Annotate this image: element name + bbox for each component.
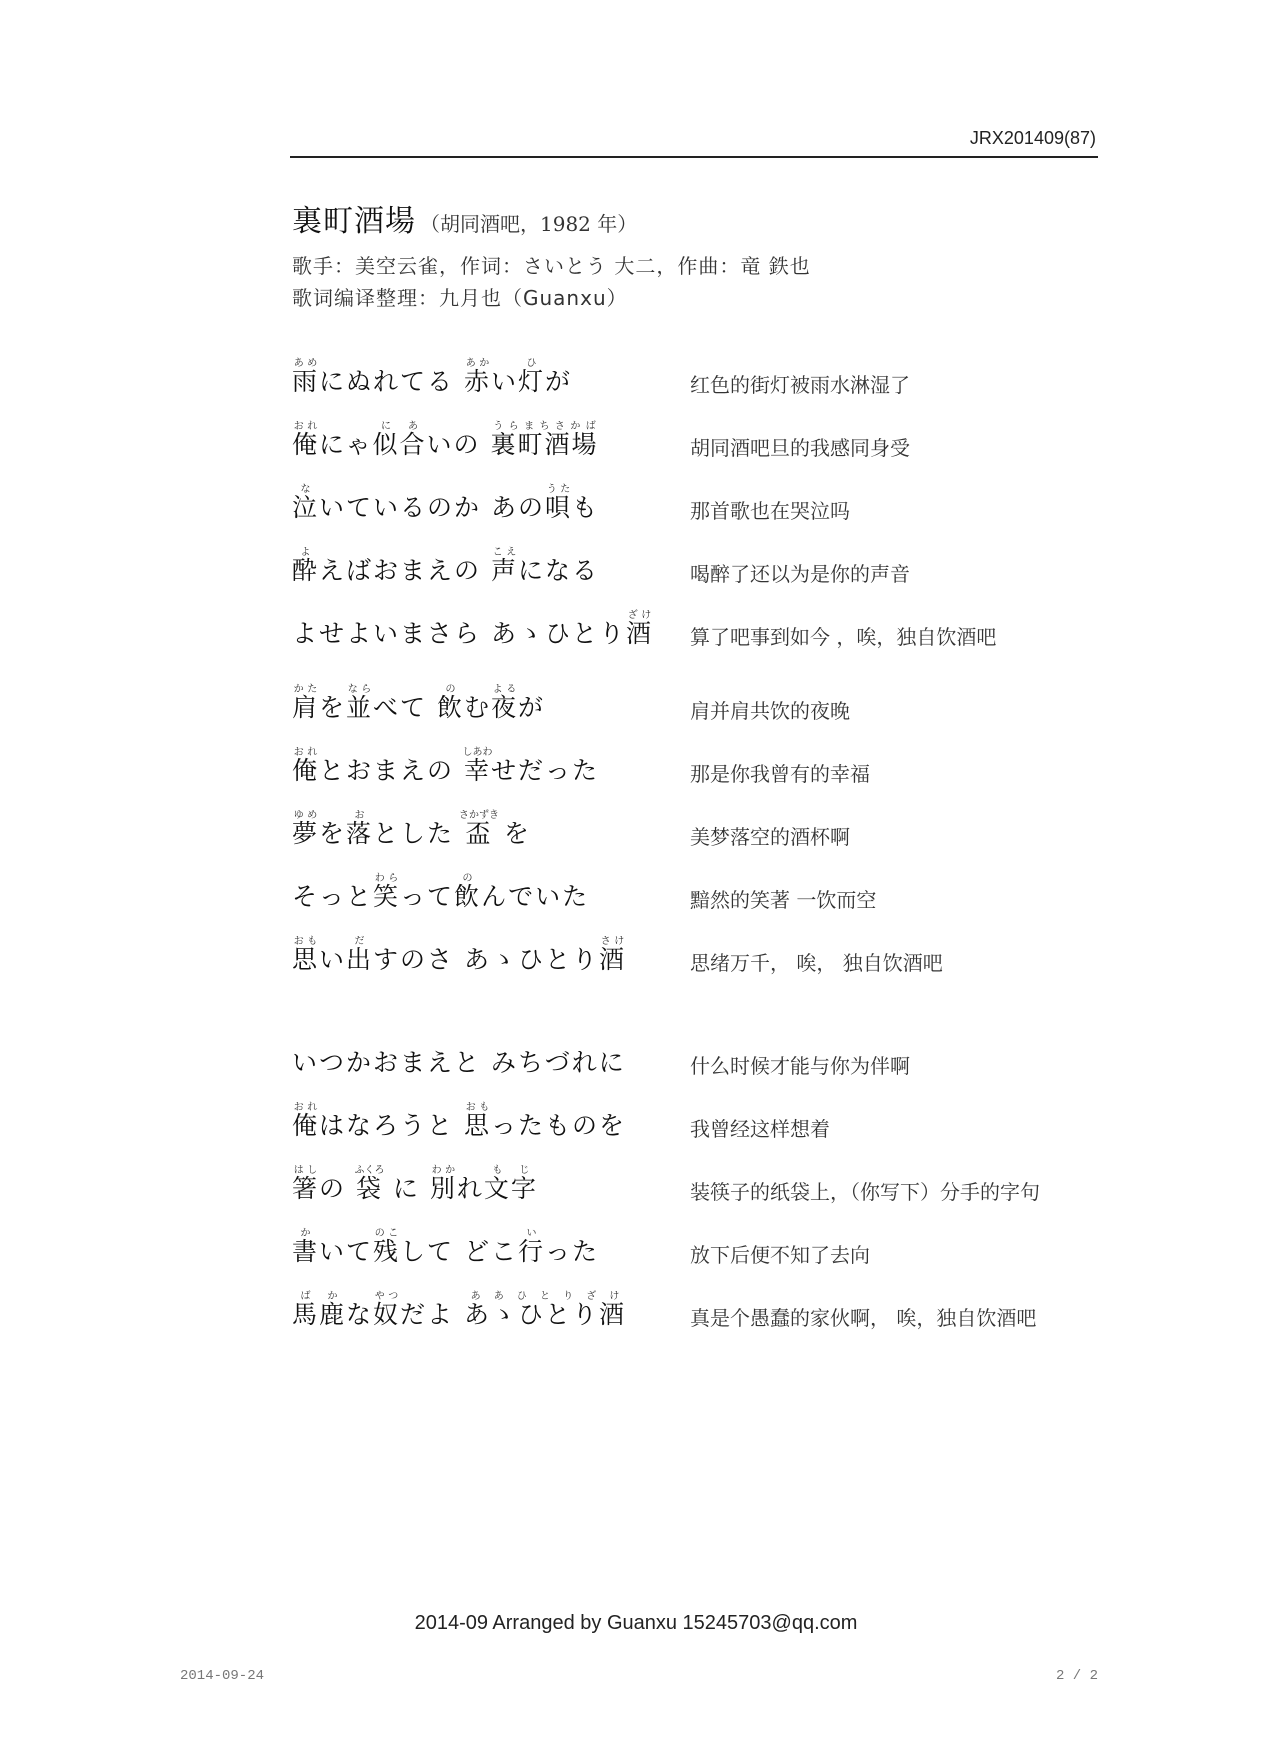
kanji-text: 飲 bbox=[454, 882, 482, 911]
kana-text: の bbox=[319, 1174, 356, 1203]
kanji-text: 酒 bbox=[599, 945, 627, 974]
lyric-japanese bbox=[292, 421, 599, 461]
kana-text: も bbox=[571, 493, 599, 522]
kana-text: い bbox=[490, 367, 518, 396]
kanji-text: 唄 bbox=[544, 493, 572, 522]
lyric-line bbox=[0, 600, 1272, 656]
kana-text: とおまえの bbox=[319, 756, 464, 785]
kana-text: にゃ bbox=[319, 430, 373, 459]
kanji-text: 肩 bbox=[292, 693, 320, 722]
furigana-word bbox=[354, 1165, 385, 1203]
kanji-text: 笑 bbox=[373, 882, 401, 911]
print-date: 2014-09-24 bbox=[180, 1668, 265, 1684]
furigana-word bbox=[464, 1291, 627, 1329]
furigana-reading: もじ bbox=[483, 1165, 538, 1176]
kana-text: に bbox=[382, 1174, 430, 1203]
furigana-word bbox=[483, 1165, 538, 1203]
furigana-word bbox=[463, 358, 491, 396]
kanji-text: 俺 bbox=[292, 756, 320, 785]
kana-text: すのさ あゝひとり bbox=[373, 945, 599, 974]
kanji-text: 声 bbox=[490, 556, 518, 585]
lyric-chinese-translation: 放下后便不知了去向 bbox=[690, 1243, 870, 1267]
furigana-reading: にあ bbox=[372, 421, 427, 432]
lyric-line bbox=[0, 926, 1272, 982]
credits-arranger: 歌词编译整理：九月也（Guanxu） bbox=[292, 286, 628, 310]
kana-text: せだった bbox=[490, 756, 599, 785]
kanji-text: 夢 bbox=[292, 819, 320, 848]
kanji-text: 俺 bbox=[292, 1111, 320, 1140]
furigana-reading: かた bbox=[292, 684, 320, 695]
furigana-word bbox=[292, 421, 320, 459]
furigana-word bbox=[518, 1228, 546, 1266]
kana-text: れ bbox=[456, 1174, 484, 1203]
furigana-word bbox=[292, 747, 320, 785]
furigana-reading: わら bbox=[373, 873, 401, 884]
lyric-japanese bbox=[292, 1102, 626, 1142]
furigana-reading: さけ bbox=[599, 936, 627, 947]
furigana-word bbox=[599, 936, 627, 974]
furigana-word bbox=[454, 873, 482, 911]
kana-text: だよ bbox=[400, 1300, 464, 1329]
lyric-chinese-translation: 那是你我曾有的幸福 bbox=[690, 762, 870, 786]
kana-text: いて bbox=[319, 1237, 374, 1266]
lyric-line bbox=[0, 411, 1272, 467]
kana-text: ったものを bbox=[490, 1111, 626, 1140]
lyric-line bbox=[0, 1155, 1272, 1211]
furigana-word bbox=[292, 684, 320, 722]
kana-text: んでいた bbox=[481, 882, 590, 911]
kana-text: いているのか あの bbox=[319, 493, 545, 522]
furigana-word bbox=[463, 1102, 491, 1140]
furigana-word bbox=[292, 1291, 347, 1329]
kana-text: いの bbox=[426, 430, 491, 459]
kana-text: を bbox=[319, 693, 347, 722]
furigana-word bbox=[429, 1165, 457, 1203]
lyric-chinese-translation: 喝醉了还以为是你的声音 bbox=[690, 562, 910, 586]
furigana-reading: ゆめ bbox=[292, 810, 320, 821]
furigana-reading: うらまちさかば bbox=[490, 421, 599, 432]
furigana-reading: だ bbox=[346, 936, 374, 947]
lyric-chinese-translation: 肩并肩共饮的夜晚 bbox=[690, 699, 850, 723]
furigana-reading: やつ bbox=[373, 1291, 401, 1302]
furigana-reading: おも bbox=[292, 936, 320, 947]
lyric-line bbox=[0, 674, 1272, 730]
lyric-japanese bbox=[292, 747, 599, 787]
kanji-text: 酒 bbox=[625, 619, 653, 648]
furigana-word bbox=[490, 547, 518, 585]
lyric-line bbox=[0, 348, 1272, 404]
kanji-text: 箸 bbox=[292, 1174, 320, 1203]
kanji-text: 出 bbox=[346, 945, 374, 974]
kanji-text: 似合 bbox=[372, 430, 427, 459]
furigana-word bbox=[490, 421, 599, 459]
lyric-japanese bbox=[292, 484, 599, 524]
lyric-chinese-translation: 我曾经这样想着 bbox=[690, 1117, 830, 1141]
kana-text: を bbox=[493, 819, 531, 848]
kana-text: を bbox=[319, 819, 347, 848]
kanji-text: 灯 bbox=[518, 367, 546, 396]
furigana-reading: ひ bbox=[518, 358, 545, 369]
kana-text: って bbox=[400, 882, 455, 911]
lyric-line bbox=[0, 1029, 1272, 1085]
lyric-japanese bbox=[292, 1228, 599, 1268]
kana-text: った bbox=[545, 1237, 600, 1266]
kanji-text: 行 bbox=[518, 1237, 546, 1266]
lyric-japanese bbox=[292, 936, 626, 976]
footer-arranged-by: 2014-09 Arranged by Guanxu 15245703@qq.com bbox=[414, 1612, 858, 1634]
song-subtitle: （胡同酒吧，1982 年） bbox=[420, 212, 638, 236]
furigana-reading: なら bbox=[346, 684, 374, 695]
kanji-text: 俺 bbox=[292, 430, 320, 459]
furigana-word bbox=[373, 873, 401, 911]
furigana-reading: お bbox=[346, 810, 374, 821]
furigana-word bbox=[292, 358, 320, 396]
kanji-text: 残 bbox=[373, 1237, 401, 1266]
kanji-text: 酔 bbox=[292, 556, 320, 585]
furigana-word bbox=[292, 547, 320, 585]
furigana-reading: おれ bbox=[292, 747, 320, 758]
furigana-word bbox=[373, 1291, 401, 1329]
lyric-line bbox=[0, 537, 1272, 593]
lyric-chinese-translation: 黯然的笑著 一饮而空 bbox=[690, 888, 877, 912]
furigana-reading: の bbox=[454, 873, 482, 884]
lyric-chinese-translation: 那首歌也在哭泣吗 bbox=[690, 499, 850, 523]
furigana-word bbox=[459, 810, 499, 848]
furigana-reading: ああひとりざけ bbox=[464, 1291, 626, 1302]
lyric-line bbox=[0, 800, 1272, 856]
furigana-reading: あめ bbox=[292, 358, 320, 369]
furigana-reading: わか bbox=[429, 1165, 457, 1176]
page-number: 2 / 2 bbox=[1055, 1668, 1098, 1684]
furigana-word bbox=[625, 610, 653, 648]
furigana-reading: のこ bbox=[373, 1228, 401, 1239]
furigana-reading: の bbox=[437, 684, 464, 695]
header-rule bbox=[290, 156, 1098, 158]
kana-text: にぬれてる bbox=[319, 367, 464, 396]
lyric-chinese-translation: 思绪万千， 唉， 独自饮酒吧 bbox=[690, 951, 943, 975]
furigana-reading: おも bbox=[463, 1102, 491, 1113]
lyric-japanese bbox=[292, 547, 599, 587]
furigana-word bbox=[292, 1165, 320, 1203]
furigana-word bbox=[491, 684, 519, 722]
furigana-word bbox=[346, 684, 374, 722]
furigana-word bbox=[462, 747, 493, 785]
lyric-japanese bbox=[292, 358, 572, 398]
lyric-japanese bbox=[292, 1291, 626, 1331]
lyric-line bbox=[0, 863, 1272, 919]
kanji-text: 袋 bbox=[354, 1174, 385, 1203]
kana-text: な bbox=[346, 1300, 374, 1329]
furigana-reading: しあわ bbox=[462, 747, 493, 758]
kanji-text: 馬鹿 bbox=[292, 1300, 347, 1329]
furigana-word bbox=[292, 810, 320, 848]
furigana-reading: こえ bbox=[490, 547, 518, 558]
furigana-word bbox=[437, 684, 465, 722]
lyric-line bbox=[0, 1218, 1272, 1274]
furigana-reading: おれ bbox=[292, 421, 320, 432]
furigana-word bbox=[346, 936, 374, 974]
lyric-japanese bbox=[292, 684, 545, 724]
kana-text: とした bbox=[373, 819, 464, 848]
lyric-line bbox=[0, 474, 1272, 530]
kanji-text: あゝひとり酒 bbox=[464, 1300, 627, 1329]
lyric-chinese-translation: 什么时候才能与你为伴啊 bbox=[690, 1054, 910, 1078]
furigana-reading: ばか bbox=[292, 1291, 347, 1302]
kana-text: になる bbox=[517, 556, 599, 585]
furigana-word bbox=[292, 1102, 320, 1140]
lyric-chinese-translation: 装筷子的纸袋上，（你写下）分手的字句 bbox=[690, 1180, 1040, 1204]
kanji-text: 飲 bbox=[437, 693, 465, 722]
kana-text: べて bbox=[373, 693, 437, 722]
kanji-text: 落 bbox=[346, 819, 374, 848]
lyric-chinese-translation: 红色的街灯被雨水淋湿了 bbox=[690, 373, 910, 397]
kanji-text: 雨 bbox=[292, 367, 320, 396]
furigana-reading: か bbox=[292, 1228, 319, 1239]
kanji-text: 思 bbox=[292, 945, 320, 974]
kana-text: えばおまえの bbox=[319, 556, 491, 585]
kanji-text: 泣 bbox=[292, 493, 320, 522]
furigana-reading: ふくろ bbox=[354, 1165, 385, 1176]
kana-text: いつかおまえと みちづれに bbox=[292, 1048, 626, 1077]
furigana-word bbox=[518, 358, 546, 396]
kanji-text: 奴 bbox=[373, 1300, 401, 1329]
furigana-word bbox=[346, 810, 374, 848]
furigana-word bbox=[372, 421, 427, 459]
kanji-text: 書 bbox=[292, 1237, 320, 1266]
song-title-block bbox=[292, 196, 637, 240]
kana-text: が bbox=[545, 367, 573, 396]
kanji-text: 赤 bbox=[463, 367, 491, 396]
kanji-text: 文字 bbox=[483, 1174, 538, 1203]
furigana-reading: うた bbox=[544, 484, 572, 495]
kana-text: して どこ bbox=[400, 1237, 518, 1266]
lyric-chinese-translation: 算了吧事到如今 ，唉，独自饮酒吧 bbox=[690, 625, 997, 649]
lyric-line bbox=[0, 737, 1272, 793]
lyric-chinese-translation: 美梦落空的酒杯啊 bbox=[690, 825, 850, 849]
kana-text: む bbox=[464, 693, 492, 722]
lyric-japanese bbox=[292, 1165, 538, 1205]
kanji-text: 別 bbox=[429, 1174, 457, 1203]
kanji-text: 幸 bbox=[462, 756, 493, 785]
kana-text: よせよいまさら あゝひとり bbox=[292, 619, 626, 648]
furigana-word bbox=[292, 484, 320, 522]
furigana-reading: おれ bbox=[292, 1102, 320, 1113]
credits-performers: 歌手：美空云雀，作词：さいとう 大二，作曲：竜 鉄也 bbox=[292, 254, 811, 278]
kana-text: はなろうと bbox=[319, 1111, 464, 1140]
lyric-japanese bbox=[292, 1043, 626, 1079]
furigana-word bbox=[373, 1228, 401, 1266]
document-code: JRX201409(87) bbox=[969, 128, 1096, 148]
furigana-reading: よ bbox=[292, 547, 319, 558]
furigana-reading: よる bbox=[491, 684, 519, 695]
furigana-reading: さかずき bbox=[459, 810, 499, 821]
kana-text: が bbox=[518, 693, 546, 722]
kanji-text: 盃 bbox=[459, 819, 499, 848]
kanji-text: 夜 bbox=[491, 693, 519, 722]
furigana-reading: あか bbox=[463, 358, 491, 369]
kanji-text: 思 bbox=[463, 1111, 491, 1140]
lyric-chinese-translation: 胡同酒吧旦的我感同身受 bbox=[690, 436, 910, 460]
lyric-japanese bbox=[292, 810, 531, 850]
furigana-word bbox=[292, 1228, 320, 1266]
furigana-word bbox=[292, 936, 320, 974]
lyric-chinese-translation: 真是个愚蠢的家伙啊， 唉，独自饮酒吧 bbox=[690, 1306, 1037, 1330]
song-title: 裏町酒場 bbox=[292, 204, 416, 239]
furigana-reading: い bbox=[518, 1228, 545, 1239]
lyric-line bbox=[0, 1281, 1272, 1337]
kanji-text: 裏町酒場 bbox=[490, 430, 599, 459]
furigana-reading: な bbox=[292, 484, 319, 495]
lyric-japanese bbox=[292, 610, 653, 650]
furigana-reading: ざけ bbox=[625, 610, 653, 621]
lyric-japanese bbox=[292, 873, 589, 913]
furigana-word bbox=[544, 484, 572, 522]
kana-text: そっと bbox=[292, 882, 374, 911]
kanji-text: 並 bbox=[346, 693, 374, 722]
furigana-reading: はし bbox=[292, 1165, 320, 1176]
lyric-line bbox=[0, 1092, 1272, 1148]
kana-text: い bbox=[319, 945, 347, 974]
